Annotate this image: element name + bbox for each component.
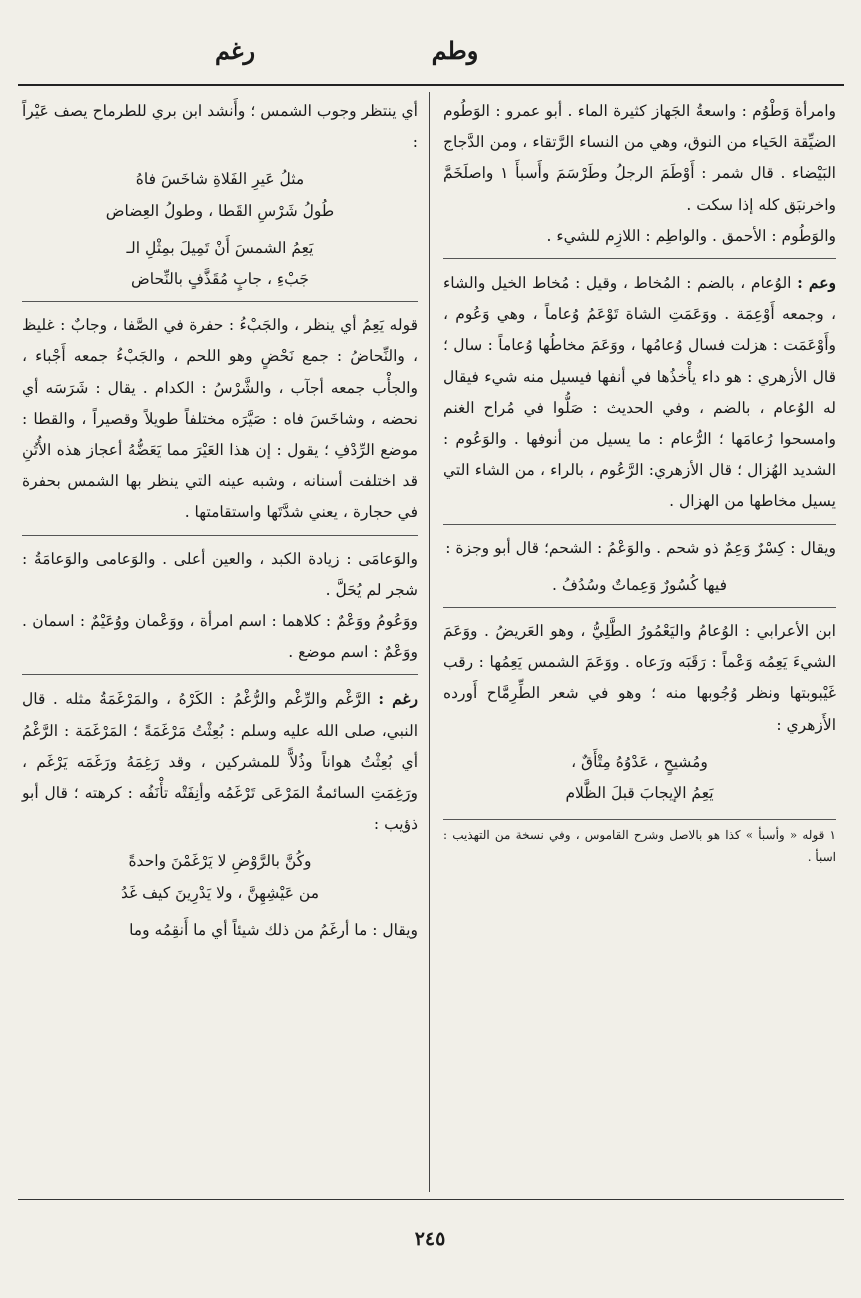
verse-line: جَبْءِ ، جابٍ مُقَذَّفٍ بالنِّحاض [131,270,309,289]
footer-rule [18,1199,844,1200]
entry-headword: وعم : [797,273,836,293]
header-root-word-right: وطم [431,36,479,65]
column-divider [429,92,430,1192]
entry-wam [443,258,836,518]
page-number: ٢٤٥ [414,1228,446,1250]
verse-line: طُولُ شَرْسِ القَطا ، وطولُ العِضاض [105,201,335,220]
paragraph: قوله يَعِمُ أي ينظر ، والجَبْءُ : حفرة في الصَّفا ، وجابٌ : غليظ ، والنِّحاضُ : جمع نَحْضٍ وهو اللحم ، والجَبْءُ جمعه أَجْباء ، والجأْب جمعه أجآب ، والشَّرْسُ : الكدام . يقال : شَرَسَه أي نحضه ، وشاخَسَ فاه : صَيَّرَه مختلفاً طويلاً وقصيراً ، والقطا : موضع الرِّدْفِ ؛ يقول : إن هذا العَيْرَ مما يَعَضُّهُ أعجاز هذه الأُتُنِ قد اختلفت أسنانه ، وشبه عينه التي ينظر بها الشمس بحفرة في حجارة ، يعني شدَّتَها واستقامتها . [22,301,418,528]
verse-line: وكُنَّ بالرَّوْضِ لا يَرْغَمْنَ واحدةً [128,852,312,871]
entry-raghama [22,674,418,840]
paragraph: وامرأة وَطْوُم : واسعةُ الجَهاز كثيرة الماء . أبو عمرو : الوَطُوم الضيِّقة الحَياء من النوق، وهي من النساء الرَّتقاء ، ومن الدَّجاج البَيْضاء . قال شمر : أَوْطَمَ الرجلُ وطَرْسَمَ وأَسبأَ ١ واصلَخَمَّ واخرنبَق كله إذا سكت . [443,102,836,214]
footnote: ١ قوله « وأسبأ » كذا هو بالاصل وشرح القاموس ، وفي نسخة من التهذيب : اسبأ . [443,819,836,868]
verse-line: مثلُ عَيرِ الفَلاةِ شاخَسَ فاهُ [135,170,305,189]
header-root-word-left: رغم [214,36,256,65]
paragraph: ويقال : ما أرغَمُ من ذلك شيئاً أي ما أَنقِمُه وما [129,920,418,939]
paragraph: ابن الأعرابي : الوُعامُ واليَعْمُورُ الطَّلِيُّ ، وهو العَريضُ . ووَعَمَ الشيءَ يَعِمُه وَعْماً : رَقَبَه ورَعاه . ووَعَمَ الشمس يَعِمُها : رقب غَيْبوبتها ونظر وُجُوبها منه ؛ وهو في شعر الطِّرِمَّاح أَورده الأَزهري : [443,607,836,741]
paragraph: والوَطُوم : الأحمق . والواطِم : اللازِم للشيء . [546,226,836,245]
verse-line: يَعِمُ الشمسَ أَنْ تَمِيلَ بمِثْلِ الـ [126,238,314,257]
paragraph: ويقال : كِسْرٌ وَعِمٌ ذو شحم . والوَعْمُ : الشحم؛ قال أبو وجزة : [443,524,836,564]
paragraph: والوَعامَى : زيادة الكبد ، والعين أعلى . والوَعامى والوَعامَةُ : شجر لم يُحَلَّ . [22,535,418,606]
right-column [443,96,836,868]
header-rule [18,84,844,86]
verse-line: من عَيْشِهِنَّ ، ولا يَدْرِينَ كيف غَدُ [120,883,320,902]
paragraph: ووَعُومُ ووَعْمٌ : كلاهما : اسم امرأة ، ووَعْمان ووُعَيْمٌ : اسمان . ووَعْمٌ : اسم موضع . [22,612,418,662]
verse-line: يَعِمُ الإيجابَ قبلَ الظَّلام [565,784,714,803]
entry-text: الوُعام ، بالضم : المُخاط ، وقيل : مُخاط الخيل والشاء ، وجمعه أَوْعِمَة . ووَعَمَتِ الشاة تَوْعَمُ وُعاماً ، وهي وَعُوم ، وأَوْعَمَت : هزلت فسال وُعامُها ، ووَعَمَ مخاطُها وُعاماً : سال ؛ قال الأزهري : هو داء يأْخذُها في أنفها فيسيل منه شيء فيقال له الوُعام ، بالضم ، وفي الحديث : صَلُّوا في مُراح الغنم وامسحوا رُعامَها ؛ الرُّعام : ما يسيل من أنوفها . والوَعُوم : الشديد الهُزال ؛ قال الأزهري: الرَّعُوم ، بالراء ، من الشاء التي يسيل مخاطها من الهزال . [443,274,836,511]
entry-headword: رغم : [378,689,418,709]
verse-line: فيها كُسُورٌ وَعِماتٌ وسُدُفُ . [552,575,727,594]
verse-line: ومُشيحٍ ، عَدْوُهُ مِتْأَقٌ ، [571,752,708,771]
left-column [22,96,418,946]
entry-text: الرَّغْم والرِّغْم والرُّغْمُ : الكَرْهُ ، والمَرْغَمَةُ مثله . قال النبي، صلى الله عليه وسلم : بُعِثْتُ مَرْغَمَةً ؛ المَرْغَمَة : الرَّغْمُ أي بُعِثْتُ هواناً وذُلاًّ للمشركين ، وقد رَغِمَهُ ورَغَمَه يَرْغَم ، ورَغِمَتِ السائمةُ المَرْعَى تَرْغَمُه وأنِفَتْه تأْنَفُه : كرهته ؛ قال أبو ذؤيب : [22,690,418,834]
paragraph: أي ينتظر وجوب الشمس ؛ وأَنشد ابن بري للطرماح يصف عَيْراً : [22,102,418,152]
